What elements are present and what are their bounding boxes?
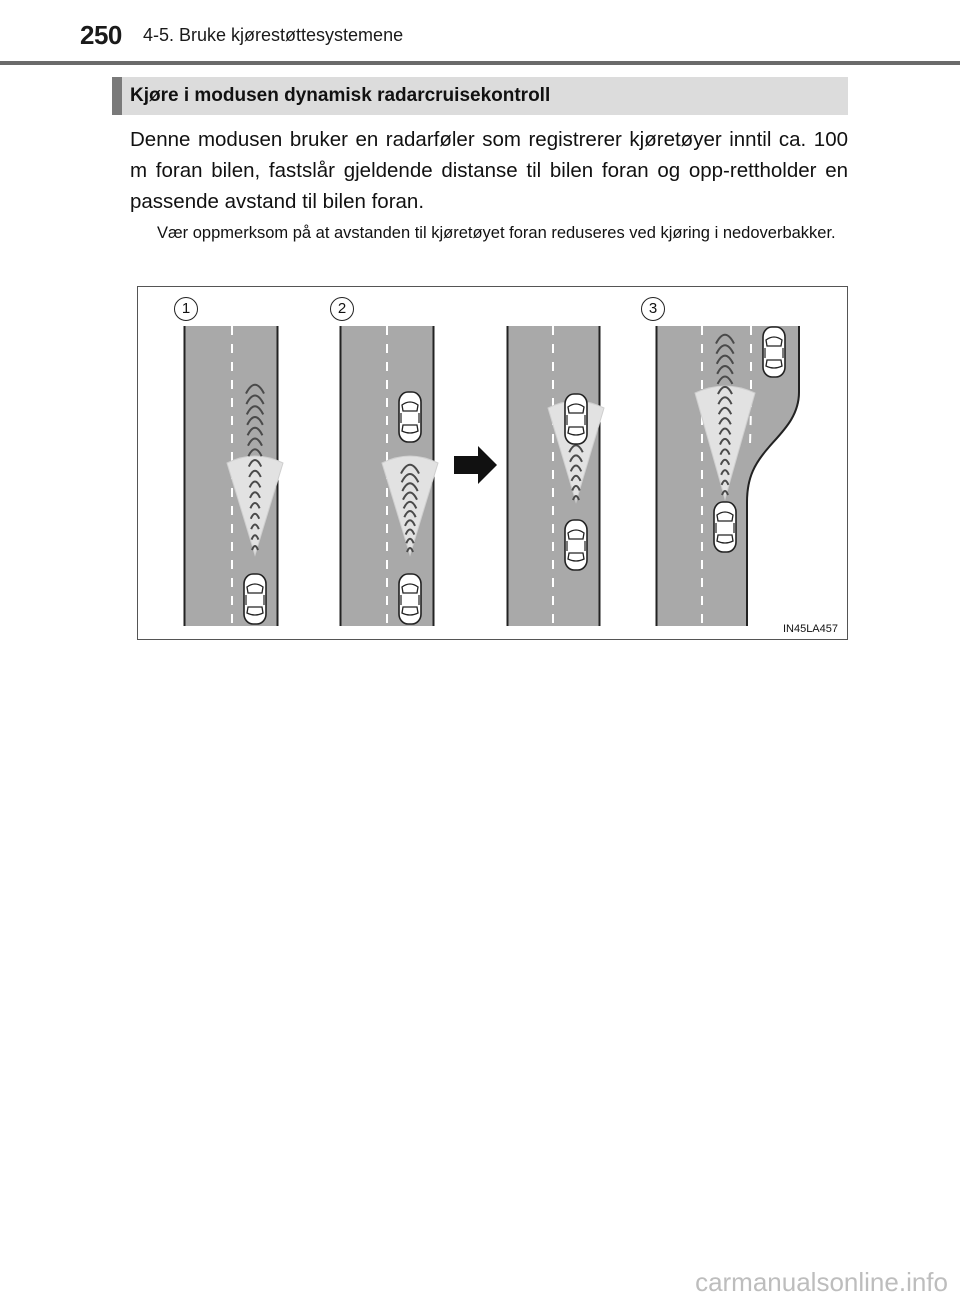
arrow-right-icon (454, 446, 497, 484)
figure-code: IN45LA457 (782, 623, 838, 635)
own-car-icon (244, 574, 266, 624)
lead-car-icon (565, 394, 587, 444)
own-car-icon (399, 574, 421, 624)
note-paragraph: Vær oppmerksom på at avstanden til kjøretøyet foran reduseres ved kjøring i nedoverbakker. (157, 224, 836, 242)
road-3 (507, 326, 600, 626)
header-rule (0, 61, 960, 65)
lead-car-icon (399, 392, 421, 442)
step-1-badge: 1 (174, 297, 198, 321)
illustration-canvas (138, 287, 847, 639)
watermark: carmanualsonline.info (695, 1267, 948, 1297)
own-car-icon (565, 520, 587, 570)
merging-car-icon (763, 327, 785, 377)
step-3-badge: 3 (641, 297, 665, 321)
section-title-bar (112, 77, 848, 115)
step-2-badge: 2 (330, 297, 354, 321)
page-number: 250 (80, 20, 122, 50)
body-paragraph: Denne modusen bruker en radarføler som registrerer kjøretøyer inntil ca. 100 m foran bilen, fastslår gjeldende distanse til bilen foran og opp-rettholder en passende avstand til bilen foran. (130, 128, 848, 213)
own-car-icon (714, 502, 736, 552)
section-header: 4-5. Bruke kjørestøttesystemene (143, 25, 404, 45)
radar-cruise-illustration (137, 286, 848, 640)
section-title: Kjøre i modusen dynamisk radarcruisekontroll (130, 85, 551, 106)
